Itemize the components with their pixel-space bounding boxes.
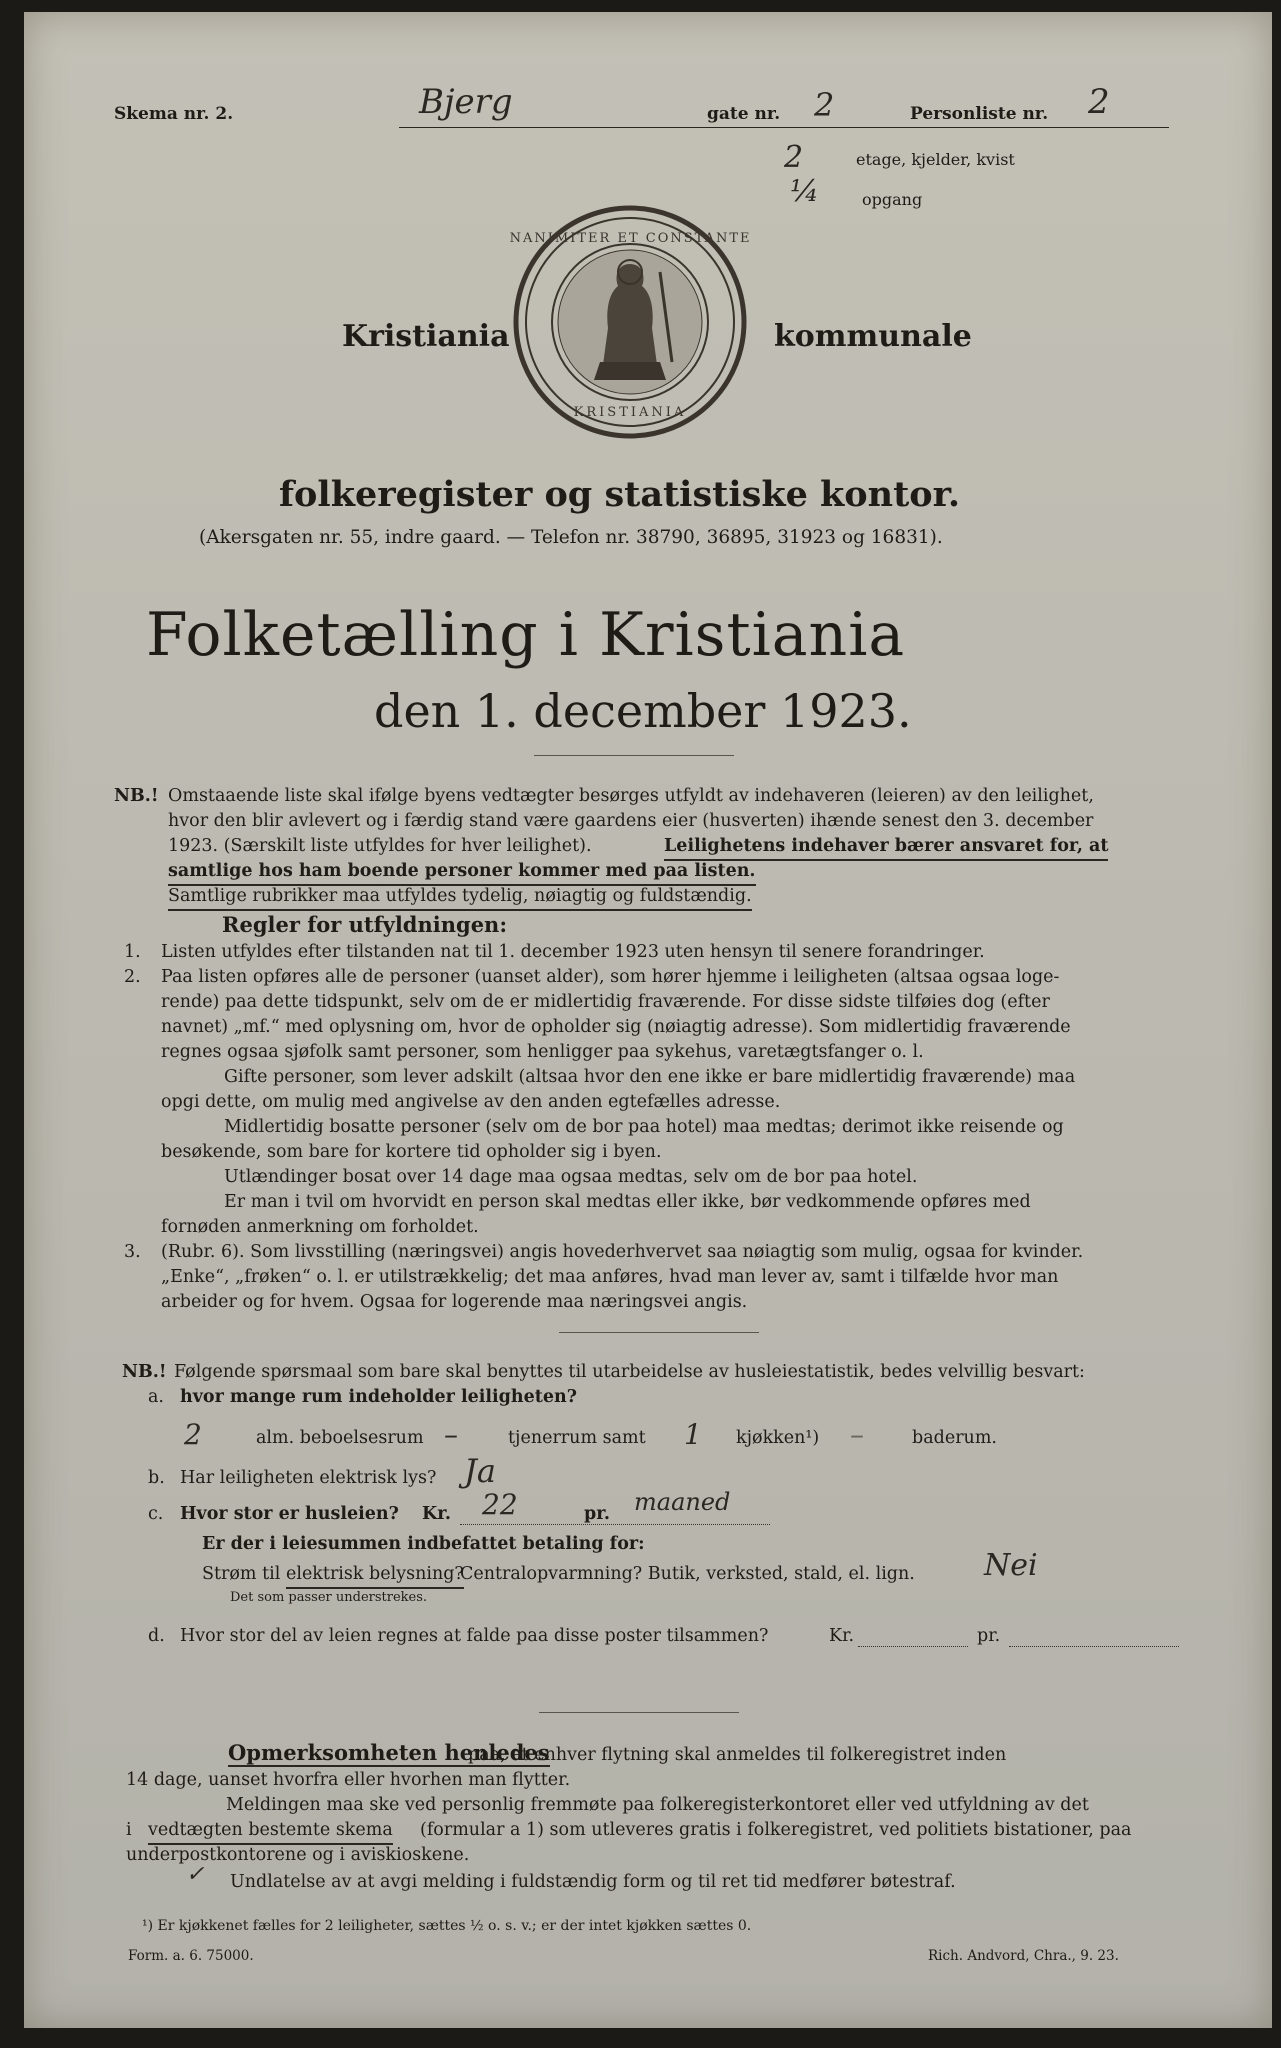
rent-per-label: pr. <box>584 1504 610 1524</box>
notice-line-4-rest: (formular a 1) som utleveres gratis i folkeregistret, ved politiets bistationer, paa <box>420 1820 1132 1840</box>
notice-line-1: paa, at enhver flytning skal anmeldes til folkeregistret inden <box>468 1745 1007 1765</box>
answer-kitchen-value: 1 <box>684 1418 702 1451</box>
rule-3-line-1: (Rubr. 6). Som livsstilling (næringsvei) angis hovederhvervet saa nøiagtig som mulig, ogsaa for kvinder. <box>161 1242 1084 1262</box>
schema-label: Skema nr. 2. <box>114 104 234 124</box>
included-note: Det som passer understrekes. <box>230 1590 428 1605</box>
personliste-value: 2 <box>1088 82 1110 122</box>
rent-amount: 22 <box>482 1488 518 1521</box>
rule-3-line-2: „Enke“, „frøken“ o. l. er utilstrækkelig; det maa anføres, hvad man lever av, samt i tilfælde hvor man <box>161 1267 1059 1287</box>
rooms-label: alm. beboelsesrum <box>256 1428 424 1448</box>
question-b-letter: b. <box>148 1468 165 1488</box>
rule-2-line-1: Paa listen opføres alle de personer (uanset alder), som hører hjemme i leiligheten (altsaa ogsaa loge- <box>161 967 1060 987</box>
answer-rooms-value: 2 <box>184 1418 202 1451</box>
rule-2-line-2: rende) paa dette tidspunkt, selv om de er midlertidig fraværende. For disse sidste tilføies dog (efter <box>161 992 1050 1012</box>
nb1-line-3: 1923. (Særskilt liste utfyldes for hver leilighet). <box>168 836 592 856</box>
svg-text:KRISTIANIA: KRISTIANIA <box>573 405 687 420</box>
nb1-line-1: Omstaaende liste skal ifølge byens vedtægter besørges utfyldt av indehaveren (leieren) av den leilighet, <box>168 786 1094 806</box>
rule-1-number: 1. <box>124 942 141 962</box>
nb2-marker: NB.! <box>122 1362 167 1382</box>
rule-2-line-5: Gifte personer, som lever adskilt (altsaa hvor den ene ikke er bare midlertidig fraværende) maa <box>224 1067 1076 1087</box>
question-c-text: Hvor stor er husleien? <box>180 1504 399 1524</box>
kommunale-label: kommunale <box>774 319 972 354</box>
included-answer: Nei <box>984 1548 1038 1583</box>
nb1-line-4-bold: samtlige hos ham boende personer kommer med paa listen. <box>168 859 756 886</box>
kristiania-label: Kristiania <box>342 319 510 354</box>
rule-3-number: 3. <box>124 1242 141 1262</box>
question-d-dotted-per <box>1009 1646 1179 1647</box>
nb1-line-2: hvor den blir avlevert og i færdig stand være gaardens eier (husverten) ihænde senest den 3. december <box>168 811 1094 831</box>
opgang-value: ¼ <box>790 174 820 209</box>
question-d-text: Hvor stor del av leien regnes at falde paa disse poster tilsammen? <box>180 1626 769 1646</box>
answer-servant-rooms-value: – <box>444 1418 458 1451</box>
question-b-text: Har leiligheten elektrisk lys? <box>180 1468 437 1488</box>
rule-2-line-10: Er man i tvil om hvorvidt en person skal medtas eller ikke, bør vedkommende opføres med <box>224 1192 1031 1212</box>
included-option-electric: elektrisk belysning? <box>286 1562 464 1589</box>
form-number: Form. a. 6. 75000. <box>128 1948 254 1964</box>
included-options-rest: Centralopvarmning? Butik, verksted, stald, el. lign. <box>460 1564 915 1584</box>
notice-line-2: 14 dage, uanset hvorfra eller hvorhen man flytter. <box>126 1770 571 1790</box>
question-d-kr: Kr. <box>829 1626 855 1646</box>
title-divider <box>534 755 734 756</box>
nb2-intro: Følgende spørsmaal som bare skal benyttes til utarbeidelse av husleiestatistik, bedes velvillig besvart: <box>174 1362 1085 1382</box>
rule-2-number: 2. <box>124 967 141 987</box>
printer-credit: Rich. Andvord, Chra., 9. 23. <box>928 1948 1119 1964</box>
office-address: (Akersgaten nr. 55, indre gaard. — Telefon nr. 38790, 36895, 31923 og 16831). <box>199 527 943 548</box>
header-underline <box>399 127 1169 128</box>
notice-heading: Opmerksomheten henledes <box>228 1740 550 1765</box>
kitchen-label: kjøkken¹) <box>736 1428 820 1448</box>
gate-nr-value: 2 <box>814 86 835 124</box>
footnote: ¹) Er kjøkkenet fælles for 2 leiligheter, sættes ½ o. s. v.; er der intet kjøkken sættes 0. <box>142 1918 752 1934</box>
question-a-letter: a. <box>148 1387 164 1407</box>
notice-divider <box>539 1712 739 1713</box>
rule-1-text: Listen utfyldes efter tilstanden nat til 1. december 1923 uten hensyn til senere forandringer. <box>161 942 985 962</box>
rule-2-line-6: opgi dette, om mulig med angivelse av den anden egtefælles adresse. <box>161 1092 781 1112</box>
included-options-prefix: Strøm til <box>202 1564 281 1584</box>
main-date: den 1. december 1923. <box>374 684 912 738</box>
notice-line-5: underpostkontorene og i aviskioskene. <box>126 1845 470 1865</box>
street-name-handwritten: Bjerg <box>419 82 513 122</box>
included-heading: Er der i leiesummen indbefattet betaling for: <box>202 1534 645 1554</box>
rules-divider <box>559 1332 759 1333</box>
servant-rooms-label: tjenerrum samt <box>508 1428 646 1448</box>
rule-2-line-3: navnet) „mf.“ med oplysning om, hvor de opholder sig (nøiagtig adresse). Som midlertidig fraværende <box>161 1017 1071 1037</box>
office-title: folkeregister og statistiske kontor. <box>279 474 961 515</box>
rules-heading: Regler for utfyldningen: <box>222 912 508 937</box>
opgang-label: opgang <box>862 190 923 209</box>
notice-tick-mark: ✓ <box>186 1862 205 1887</box>
nb1-line-5: Samtlige rubrikker maa utfyldes tydelig, nøiagtig og fuldstændig. <box>168 884 752 911</box>
census-form-sheet <box>24 12 1272 2028</box>
nb1-line-3-bold: Leilighetens indehaver bærer ansvaret for, at <box>664 834 1108 861</box>
svg-text:UNANIMITER ET CONSTANTER: UNANIMITER ET CONSTANTER <box>510 231 750 246</box>
question-d-per: pr. <box>977 1626 1001 1646</box>
rule-2-line-7: Midlertidig bosatte personer (selv om de bor paa hotel) maa medtas; derimot ikke reisende og <box>224 1117 1064 1137</box>
answer-electric-light: Ja <box>464 1452 496 1490</box>
rule-2-line-4: regnes ogsaa sjøfolk samt personer, som henligger paa sykehus, varetægtsfanger o. l. <box>161 1042 924 1062</box>
rule-2-line-8: besøkende, som bare for kortere tid opholder sig i byen. <box>161 1142 662 1162</box>
question-d-dotted-kr <box>858 1646 968 1647</box>
notice-line-4-underlined: vedtægten bestemte skema <box>148 1818 393 1845</box>
bathroom-label: baderum. <box>912 1428 997 1448</box>
notice-line-6: Undlatelse av at avgi melding i fuldstændig form og til ret tid medfører bøtestraf. <box>230 1872 956 1892</box>
nb1-marker: NB.! <box>114 786 159 806</box>
rule-2-line-11: fornøden anmerkning om forholdet. <box>161 1217 479 1237</box>
etage-label: etage, kjelder, kvist <box>856 150 1015 169</box>
city-seal <box>510 202 750 442</box>
rule-2-line-9: Utlændinger bosat over 14 dage maa ogsaa medtas, selv om de bor paa hotel. <box>224 1167 918 1187</box>
question-c-letter: c. <box>148 1504 164 1524</box>
question-a-text: hvor mange rum indeholder leiligheten? <box>180 1387 577 1407</box>
notice-line-3: Meldingen maa ske ved personlig fremmøte paa folkeregisterkontoret eller ved utfyldning av det <box>226 1795 1089 1815</box>
rule-3-line-3: arbeider og for hvem. Ogsaa for logerende maa næringsvei angis. <box>161 1292 748 1312</box>
question-d-letter: d. <box>148 1626 165 1646</box>
rent-dotted-line <box>460 1524 770 1525</box>
gate-nr-label: gate nr. <box>707 104 781 124</box>
main-title: Folketælling i Kristiania <box>146 600 906 670</box>
personliste-label: Personliste nr. <box>910 104 1049 124</box>
etage-value: 2 <box>784 140 804 175</box>
rent-period: maaned <box>634 1488 731 1516</box>
rent-kr-label: Kr. <box>422 1504 451 1524</box>
notice-line-4-prefix: i <box>126 1820 132 1840</box>
answer-bathroom-value: – <box>850 1418 864 1451</box>
